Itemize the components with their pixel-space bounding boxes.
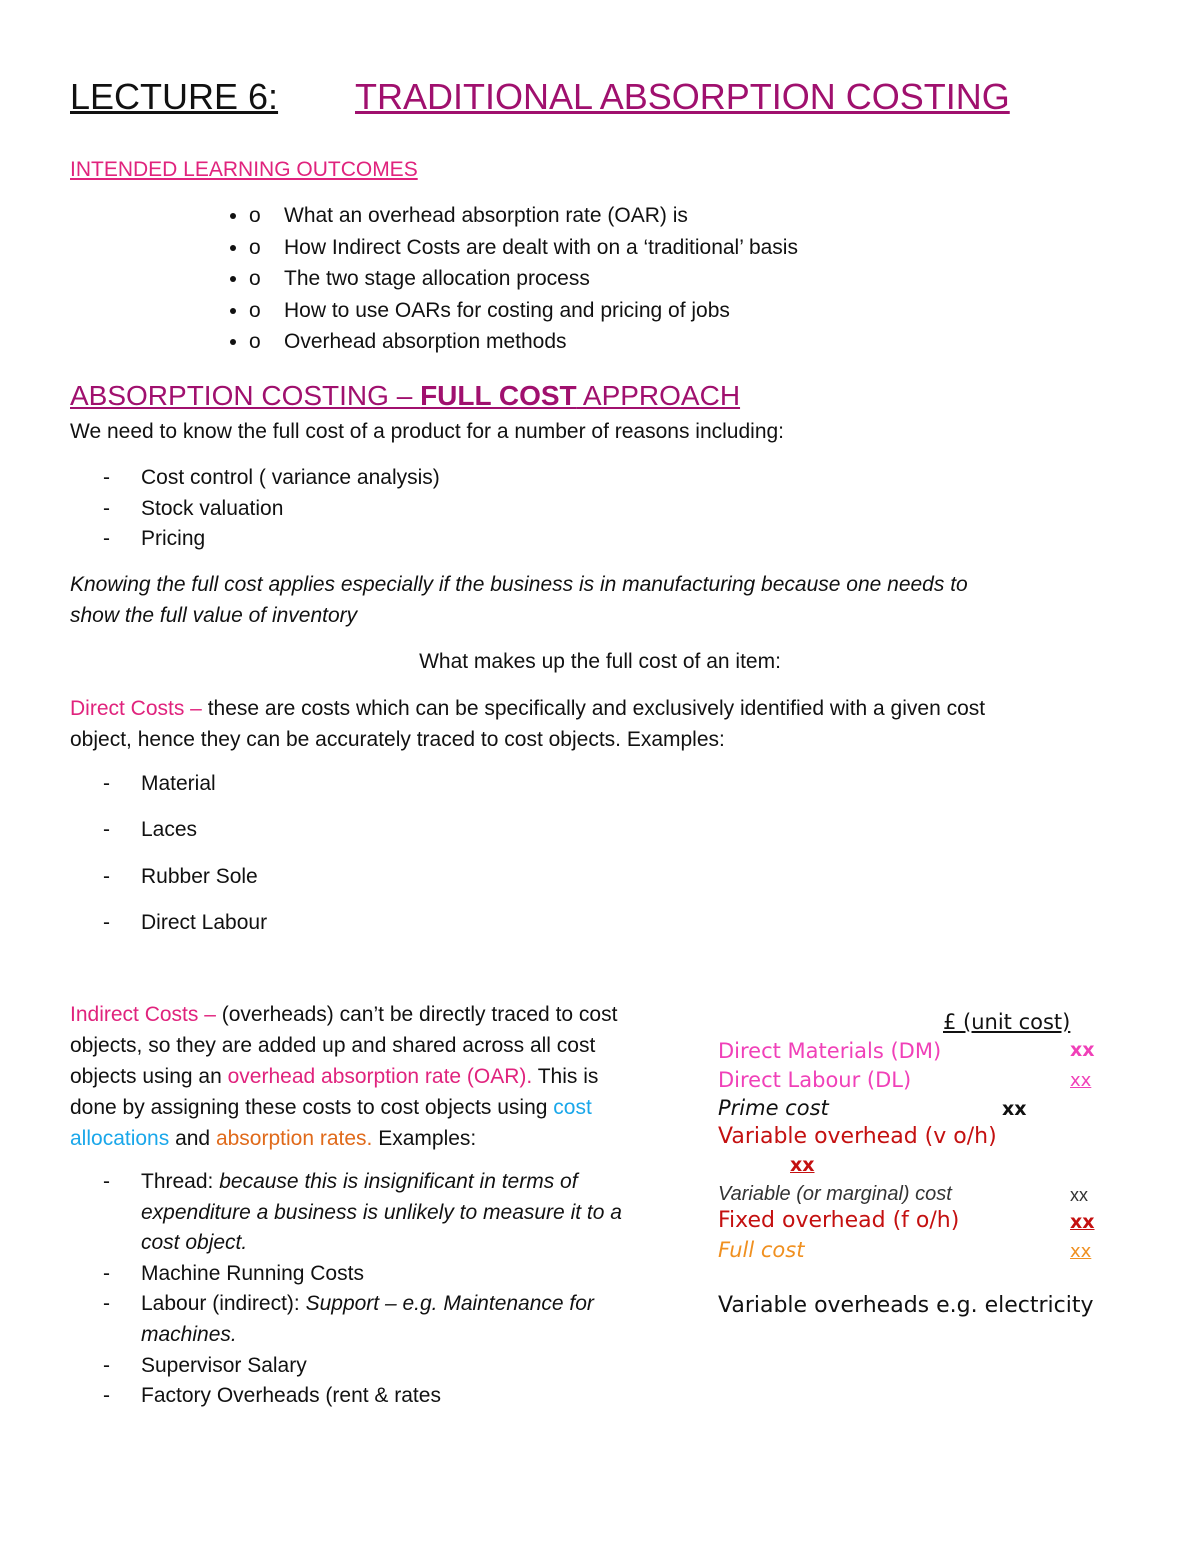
direct-examples-list [103,768,267,953]
dash-bullet: - [103,466,110,489]
variable-cost-label: Variable (or marginal) cost [718,1183,952,1205]
circle-bullet-icon: • o [249,204,261,227]
variable-overhead-value: xx [790,1154,815,1176]
list-item: - Supervisor Salary [103,1351,622,1382]
list-item: - Material [103,768,267,814]
list-item: - Laces [103,814,267,860]
list-item: - Direct Labour [103,907,267,953]
variable-cost-value: xx [1070,1185,1088,1205]
direct-costs-label: Direct Costs – [70,697,202,720]
fixed-overhead-value: xx [1070,1211,1095,1233]
full-cost-value: xx [1070,1241,1092,1262]
reasons-list [103,463,440,555]
list-item: - Labour (indirect): Support – e.g. Maintenance for machines. [103,1289,622,1350]
indirect-costs-paragraph: Indirect Costs – (overheads) can’t be directly traced to cost objects, so they are added up and shared across all cost objects using an overhead absorption rate (OAR). This is done by assigning these costs to cost objects using cost allocations and absorption rates. Examples: [70,1003,618,1150]
unit-cost-header: £ (unit cost) [943,1010,1071,1034]
dash-bullet: - [103,1261,110,1285]
list-item: - Thread: because this is insignificant in terms of expenditure a business is unlikely to measure it to a cost object. [103,1167,622,1259]
ilo-list [249,200,798,358]
dash-bullet: - [103,910,110,934]
ilo-item: • o What an overhead absorption rate (OAR) is [249,200,798,232]
direct-labour-label: Direct Labour (DL) [718,1068,912,1092]
list-item: - Stock valuation [103,494,440,525]
variable-overheads-note: Variable overheads e.g. electricity [718,1293,1094,1318]
circle-bullet-icon: • o [249,330,261,354]
circle-bullet-icon: • o [249,267,261,291]
section-intro: We need to know the full cost of a product for a number of reasons including: [70,420,785,443]
list-item: - Factory Overheads (rent & rates [103,1381,622,1412]
direct-costs-paragraph: Direct Costs – these are costs which can be specifically and exclusively identified with a given cost object, hence they can be accurately traced to cost objects. Examples: [70,697,986,751]
italic-note: Knowing the full cost applies especially if the business is in manufacturing because one needs to show the full value of inventory [70,573,968,627]
list-item: - Rubber Sole [103,861,267,907]
direct-materials-label: Direct Materials (DM) [718,1039,942,1063]
absorption-rates-term: absorption rates. [215,1127,373,1150]
ilo-heading: INTENDED LEARNING OUTCOMES [70,158,418,181]
dash-bullet: - [103,1384,110,1408]
prime-cost-label: Prime cost [718,1096,829,1120]
dash-bullet: - [103,818,110,842]
cost-allocations-term: cost [553,1096,592,1119]
list-item: - Cost control ( variance analysis) [103,463,440,494]
dash-bullet: - [103,527,110,550]
dash-bullet: - [103,1292,110,1316]
list-item: - Machine Running Costs [103,1259,622,1290]
dash-bullet: - [103,772,110,795]
ilo-item: • o The two stage allocation process [249,263,798,295]
ilo-item: • o How Indirect Costs are dealt with on a ‘traditional’ basis [249,232,798,264]
centered-question: What makes up the full cost of an item: [419,650,781,673]
variable-overhead-label: Variable overhead (v o/h) [718,1124,997,1149]
prime-cost-value: xx [1002,1098,1027,1120]
direct-materials-value: xx [1070,1039,1095,1061]
ilo-item: • o How to use OARs for costing and pricing of jobs [249,295,798,327]
dash-bullet: - [103,864,110,888]
indirect-examples-list [103,1167,622,1412]
ilo-item: • o Overhead absorption methods [249,326,798,358]
indirect-costs-label: Indirect Costs – [70,1003,216,1026]
lecture-number: LECTURE 6: [70,76,279,117]
lecture-title: TRADITIONAL ABSORPTION COSTING [355,76,1010,117]
dash-bullet: - [103,496,110,520]
dash-bullet: - [103,1170,110,1193]
direct-labour-value: xx [1070,1070,1092,1091]
oar-term: overhead absorption rate (OAR). [227,1065,533,1088]
circle-bullet-icon: • o [249,235,261,259]
circle-bullet-icon: • o [249,298,261,322]
section-heading: ABSORPTION COSTING – FULL COST APPROACH [70,380,741,411]
list-item: - Pricing [103,524,440,555]
fixed-overhead-label: Fixed overhead (f o/h) [718,1208,960,1233]
dash-bullet: - [103,1353,110,1377]
full-cost-label: Full cost [718,1238,805,1262]
